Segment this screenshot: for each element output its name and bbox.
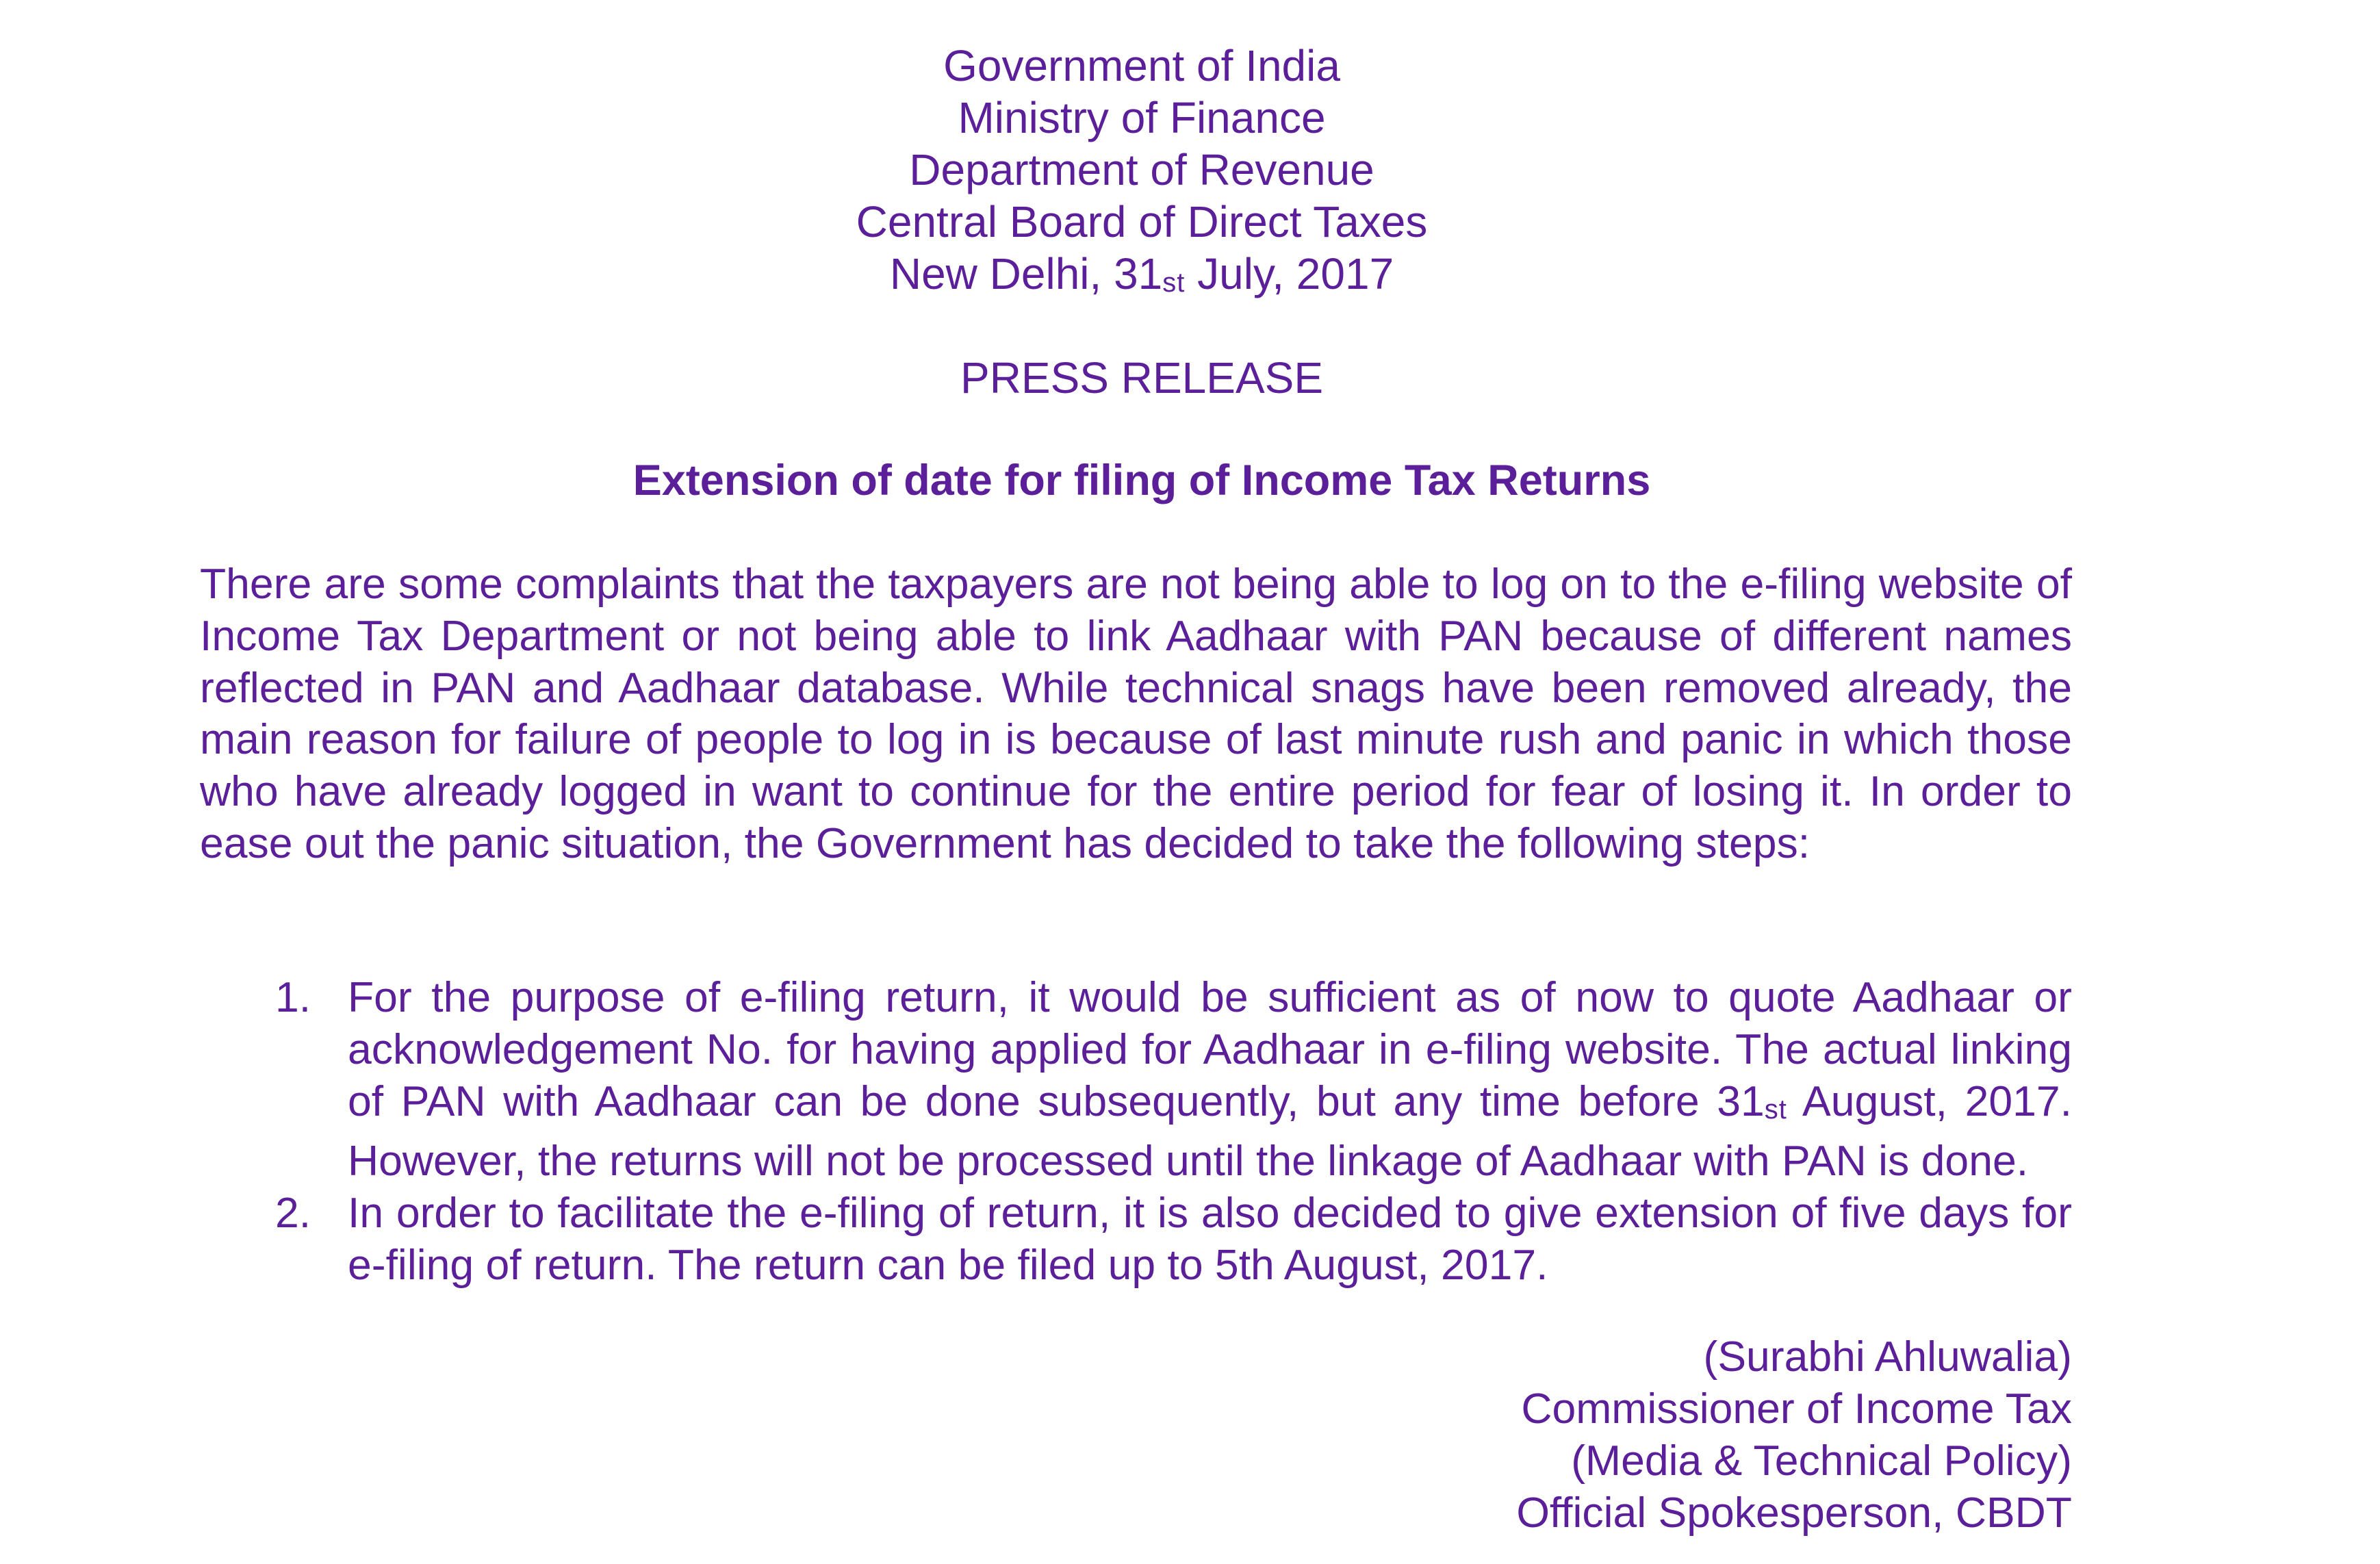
place-date-line [0,248,2283,309]
list-item [200,1188,2072,1292]
ordinal-suffix: st [1764,1094,1787,1125]
date-rest: July, 2017 [1185,249,1394,298]
steps-list [200,972,2072,1292]
signatory-designation: Commissioner of Income Tax [1521,1385,2072,1433]
list-item-text-part1: For the purpose of e-filing return, it would be sufficient as of now to quote Aadhaar or acknowledgement No. for having applied for Aadhaar in e-filing website. The actual linking of PAN with Aadhaar can be done subsequently, but any time before 31 [348,973,2072,1125]
list-item [200,972,2072,1188]
list-item-text: In order to facilitate the e-filing of return, it is also decided to give extension of five days for e-filing of return. The return can be filed up to 5th August, 2017. [348,1189,2072,1289]
signature-block [1232,1331,2072,1539]
date-ordinal-suffix: st [1162,268,1186,298]
list-item-number: 1. [275,973,311,1021]
ministry-line: Ministry of Finance [958,93,1326,142]
letterhead [0,40,2283,309]
date-prefix: New Delhi, 31 [889,249,1163,298]
signatory-role: Official Spokesperson, CBDT [1516,1489,2072,1537]
department-line: Department of Revenue [909,145,1374,194]
list-item-number: 2. [275,1189,311,1238]
list-item-text-part2: August, 2017. However, the returns will not be processed until the linkage of Aadhaar with PAN is done. [348,1077,2072,1185]
press-release-heading: PRESS RELEASE [960,353,1323,402]
government-line: Government of India [943,41,1340,90]
board-line: Central Board of Direct Taxes [856,197,1428,246]
signatory-name: (Surabhi Ahluwalia) [1703,1333,2072,1381]
body-paragraph: There are some complaints that the taxpayers are not being able to log on to the e-filing website of Income Tax Department or not being able to link Aadhaar with PAN because of different names reflected in PAN and Aadhaar database. While technical snags have been removed already, the main reason for failure of people to log in is because of last minute rush and panic in which those who have already logged in want to continue for the entire period for fear of losing it. In order to ease out the panic situation, the Government has decided to take the following steps: [200,560,2072,867]
signatory-division: (Media & Technical Policy) [1571,1437,2072,1485]
subject-title: Extension of date for filing of Income Tax Returns [632,457,1651,504]
